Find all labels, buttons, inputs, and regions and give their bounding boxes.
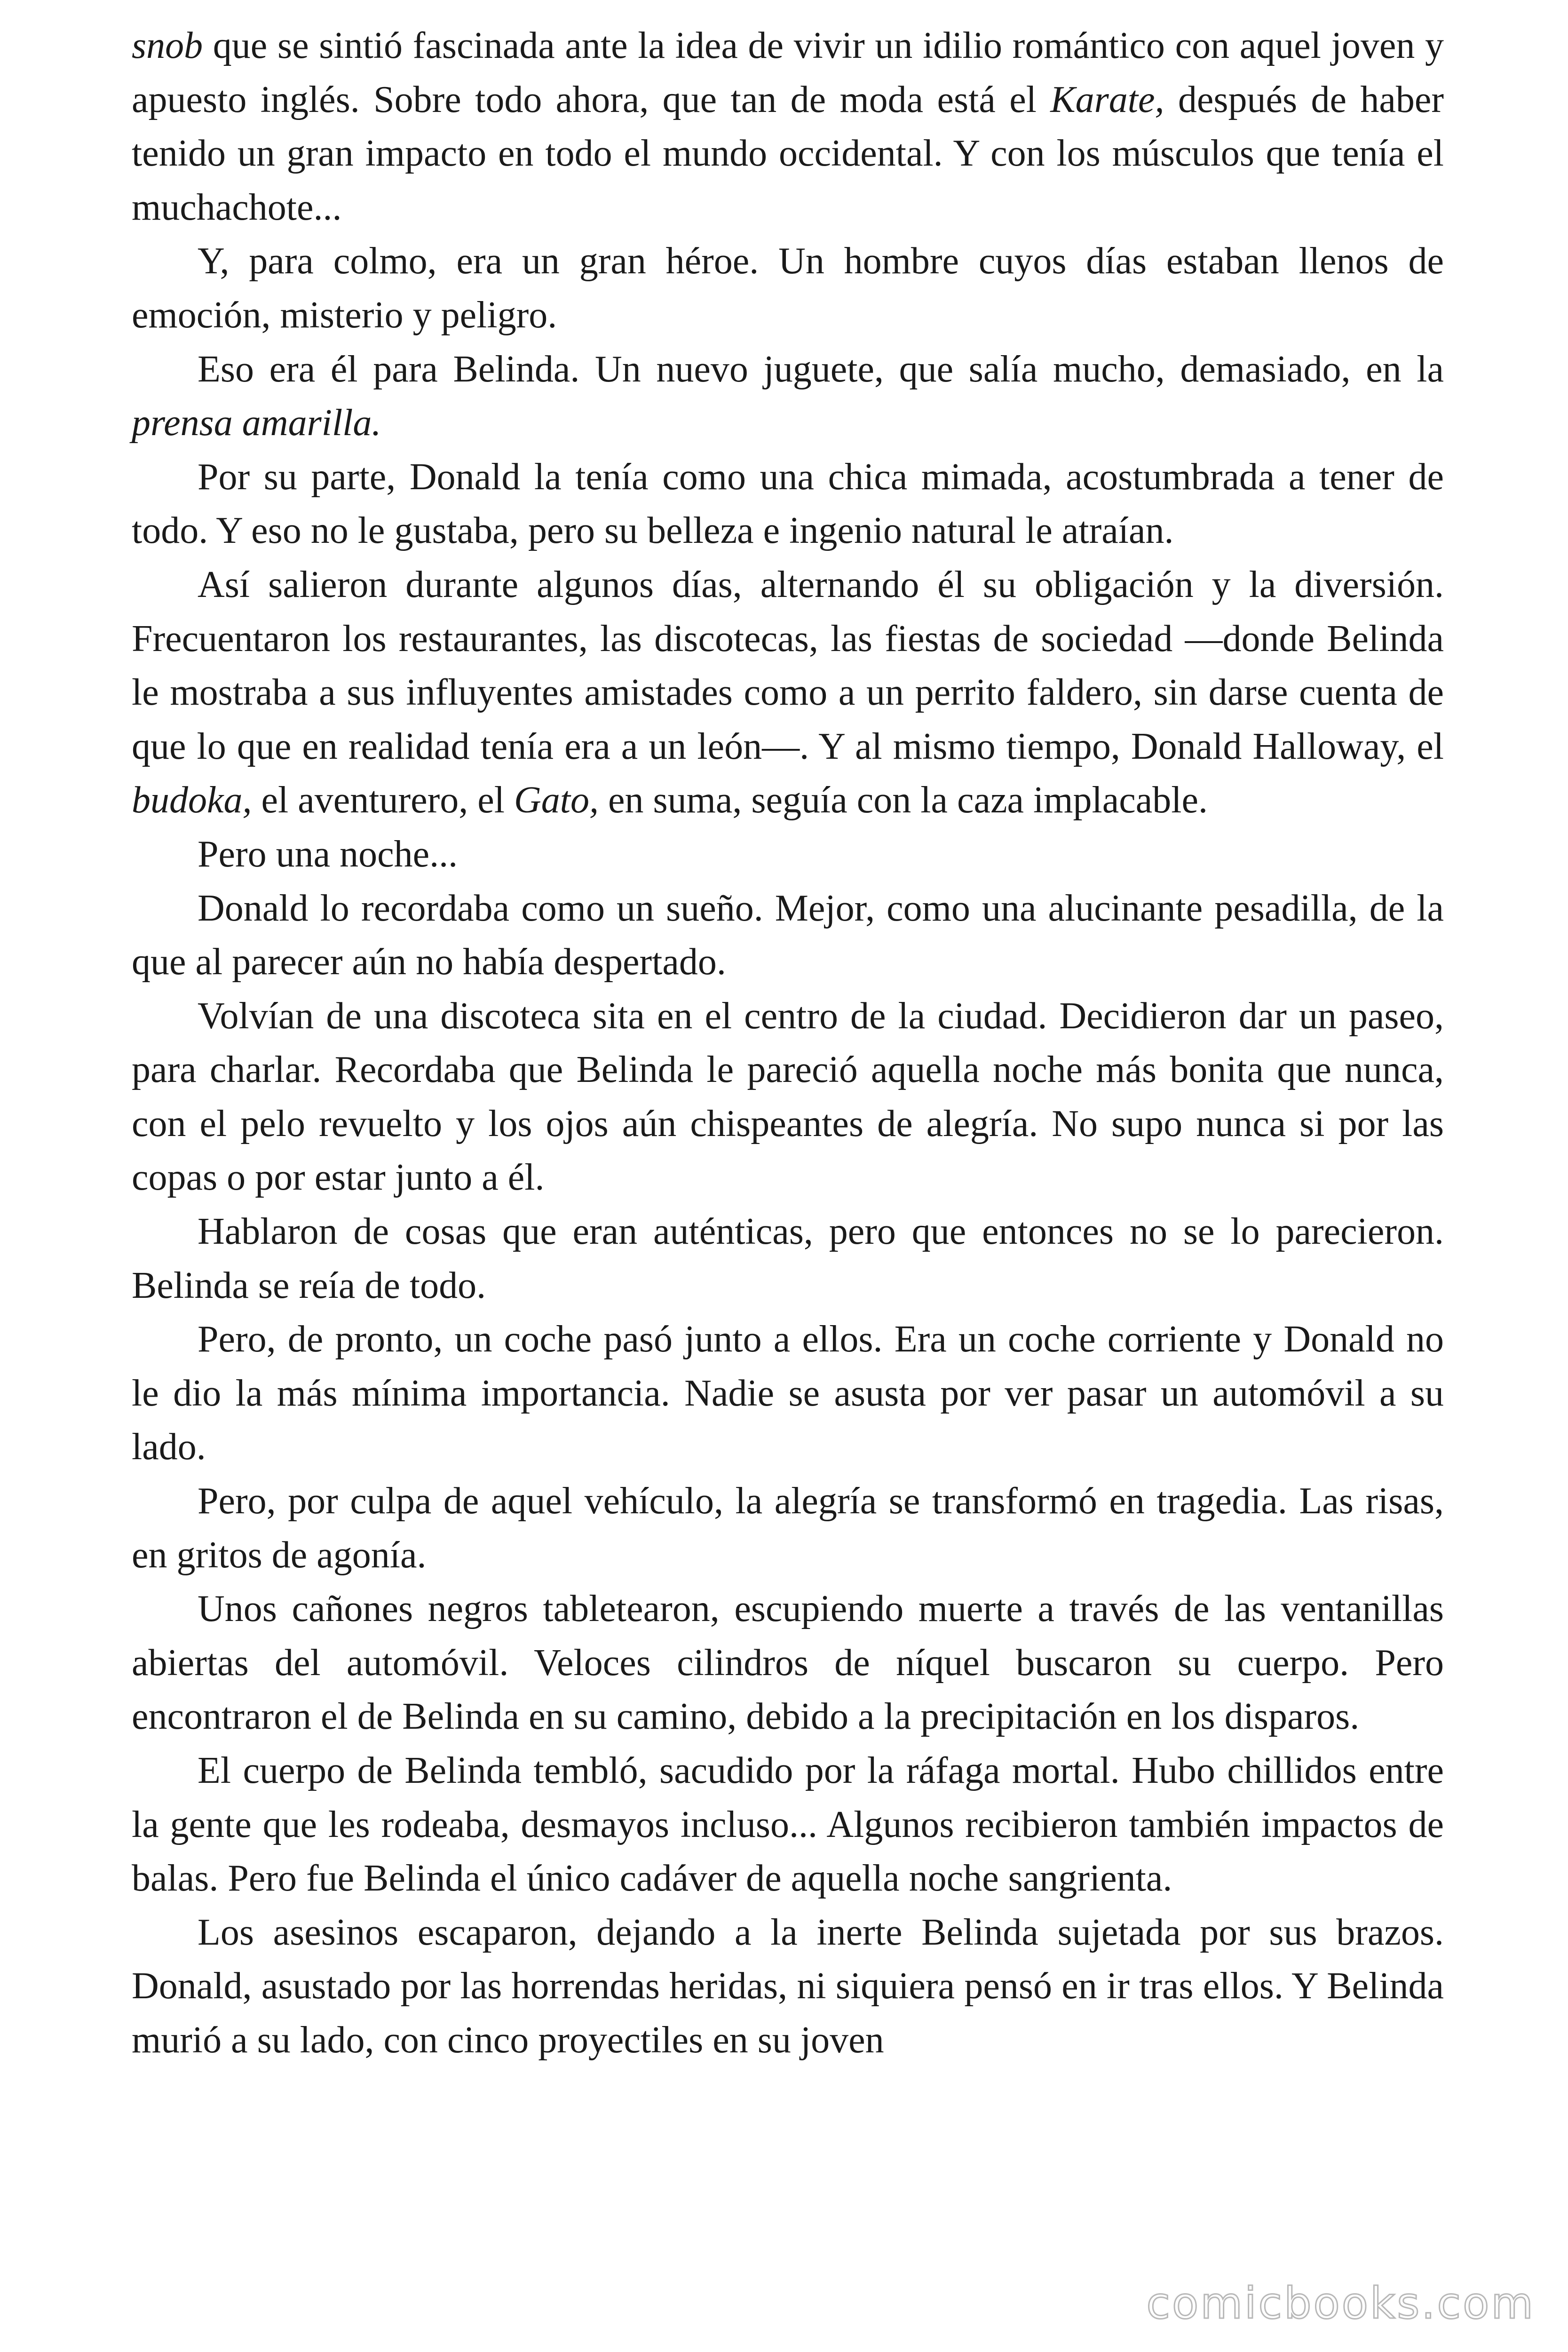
text-run: Unos cañones negros tabletearon, escupiendo muerte a través de las ventanillas abiertas del automóvil. Veloces cilindros de níquel buscaron su cuerpo. Pero encontraron el de Belinda en su camino, debido a la precipitación en los disparos. [132, 1588, 1444, 1738]
paragraph [132, 558, 1444, 827]
italic-text: snob [132, 25, 203, 66]
paragraph [132, 827, 1444, 882]
text-run: Así salieron durante algunos días, alternando él su obligación y la diversión. Frecuentaron los restaurantes, las discotecas, las fiestas de sociedad —donde Belinda le mostraba a sus influyentes amistades como a un perrito faldero, sin darse cuenta de que lo que en realidad tenía era a un león—. Y al mismo tiempo, Donald Halloway, el [132, 564, 1444, 767]
text-run: Pero una noche... [198, 833, 458, 875]
paragraph [132, 1474, 1444, 1582]
paragraph [132, 1582, 1444, 1744]
italic-text: Karate, [1050, 79, 1164, 120]
paragraph [132, 989, 1444, 1205]
watermark: comicbooks.com [1146, 2278, 1535, 2328]
italic-text: prensa amarilla. [132, 402, 381, 444]
text-run: Eso era él para Belinda. Un nuevo juguete, que salía mucho, demasiado, en la [198, 348, 1444, 390]
italic-text: budoka, [132, 779, 252, 821]
paragraph [132, 1744, 1444, 1906]
page-body [132, 19, 1444, 2067]
text-run: Pero, por culpa de aquel vehículo, la alegría se transformó en tragedia. Las risas, en gritos de agonía. [132, 1480, 1444, 1576]
text-run: después de haber tenido un gran impacto en todo el mundo occidental. Y con los músculos que tenía el muchachote... [132, 79, 1444, 228]
text-run: en suma, seguía con la caza implacable. [599, 779, 1208, 821]
text-run: Por su parte, Donald la tenía como una chica mimada, acostumbrada a tener de todo. Y eso no le gustaba, pero su belleza e ingenio natural le atraían. [132, 456, 1444, 552]
text-run: Los asesinos escaparon, dejando a la inerte Belinda sujetada por sus brazos. Donald, asustado por las horrendas heridas, ni siquiera pensó en ir tras ellos. Y Belinda murió a su lado, con cinco proyectiles en su joven [132, 1911, 1444, 2061]
paragraph [132, 234, 1444, 342]
paragraph [132, 450, 1444, 558]
text-run: Volvían de una discoteca sita en el centro de la ciudad. Decidieron dar un paseo, para charlar. Recordaba que Belinda le pareció aquella noche más bonita que nunca, con el pelo revuelto y los ojos aún chispeantes de alegría. No supo nunca si por las copas o por estar junto a él. [132, 995, 1444, 1199]
text-run: Pero, de pronto, un coche pasó junto a ellos. Era un coche corriente y Donald no le dio la más mínima importancia. Nadie se asusta por ver pasar un automóvil a su lado. [132, 1319, 1444, 1468]
paragraph [132, 342, 1444, 450]
paragraph [132, 1312, 1444, 1474]
text-run: Donald lo recordaba como un sueño. Mejor, como una alucinante pesadilla, de la que al parecer aún no había despertado. [132, 887, 1444, 983]
text-run: Hablaron de cosas que eran auténticas, pero que entonces no se lo parecieron. Belinda se reía de todo. [132, 1211, 1444, 1306]
text-run: Y, para colmo, era un gran héroe. Un hombre cuyos días estaban llenos de emoción, misterio y peligro. [132, 240, 1444, 336]
paragraph [132, 882, 1444, 989]
text-run: que se sintió fascinada ante la idea de vivir un idilio romántico con aquel joven y apuesto inglés. Sobre todo ahora, que tan de moda está el [132, 25, 1444, 120]
text-run: el aventurero, el [252, 779, 515, 821]
paragraph [132, 1906, 1444, 2067]
paragraph [132, 1205, 1444, 1312]
italic-text: Gato, [514, 779, 599, 821]
text-run: El cuerpo de Belinda tembló, sacudido por la ráfaga mortal. Hubo chillidos entre la gente que les rodeaba, desmayos incluso... Algunos recibieron también impactos de balas. Pero fue Belinda el único cadáver de aquella noche sangrienta. [132, 1750, 1444, 1899]
paragraph [132, 19, 1444, 234]
